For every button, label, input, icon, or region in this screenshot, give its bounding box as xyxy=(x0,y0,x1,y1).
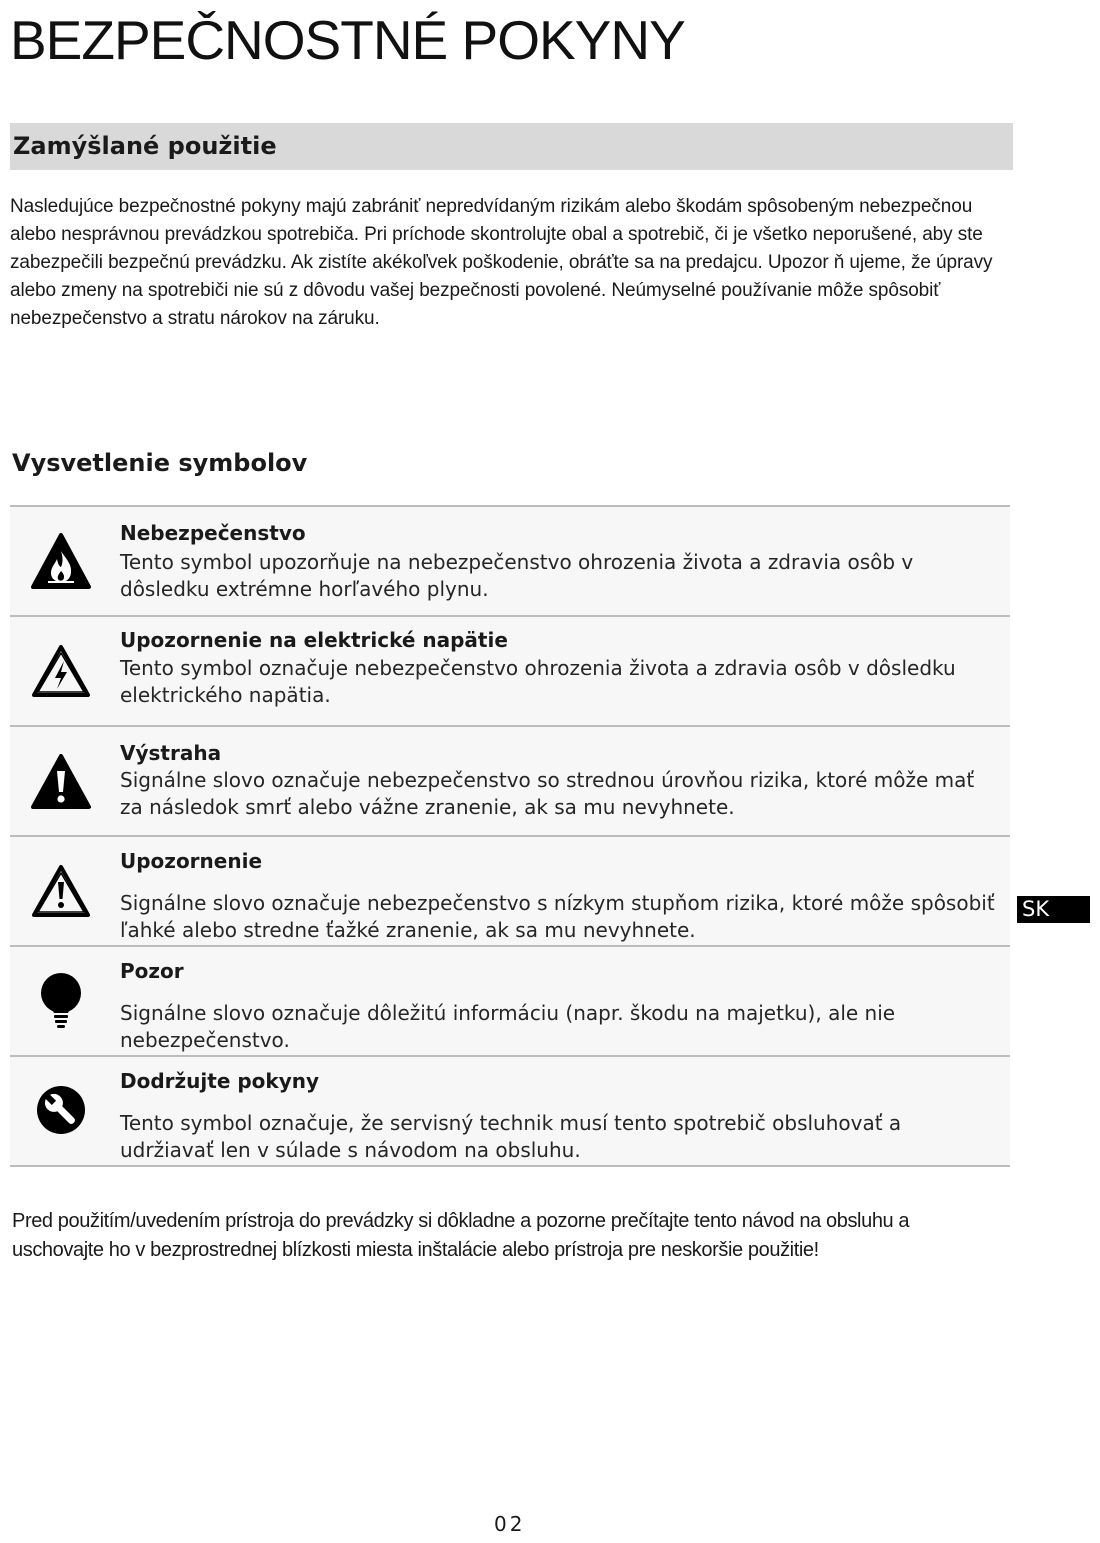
symbol-row-caution xyxy=(10,837,1010,947)
language-tab: SK xyxy=(1017,896,1090,923)
page-title: BEZPEČNOSTNÉ POKYNY xyxy=(10,9,685,71)
symbol-description: Signálne slovo označuje dôležitú informáciu (napr. škodu na majetku), ale nie nebezpečenstvo. xyxy=(120,1001,896,1052)
symbol-title: Upozornenie na elektrické napätie xyxy=(120,628,508,652)
footer-note: Pred použitím/uvedením prístroja do prevádzky si dôkladne a pozorne prečítajte tento návod na obsluhu a uschovajte ho v bezprostrednej blízkosti miesta inštalácie alebo prístroja pre neskoršie použitie! xyxy=(12,1210,910,1261)
symbol-description: Tento symbol označuje nebezpečenstvo ohrozenia života a zdravia osôb v dôsledku elektrického napätia. xyxy=(120,656,956,707)
symbols-heading: Vysvetlenie symbolov xyxy=(12,449,308,477)
flame-warning-icon xyxy=(30,531,92,593)
outline-warning-icon xyxy=(30,861,92,923)
symbol-description: Signálne slovo označuje nebezpečenstvo s nízkym stupňom rizika, ktoré môže spôsobiť ľahké alebo stredne ťažké zranenie, ak sa mu nevyhnete. xyxy=(120,891,995,942)
symbols-table xyxy=(10,505,1010,1167)
symbol-title: Pozor xyxy=(120,959,184,983)
lightbulb-icon xyxy=(30,969,92,1031)
symbol-description: Tento symbol upozorňuje na nebezpečenstvo ohrozenia života a zdravia osôb v dôsledku extrémne horľavého plynu. xyxy=(120,550,914,601)
wrench-icon xyxy=(30,1079,92,1141)
symbol-title: Upozornenie xyxy=(120,849,263,873)
symbol-title: Dodržujte pokyny xyxy=(120,1069,320,1093)
intended-use-heading: Zamýšlané použitie xyxy=(13,132,277,160)
symbol-title: Výstraha xyxy=(120,741,222,765)
intended-use-header xyxy=(10,123,1013,170)
filled-warning-icon xyxy=(30,751,92,813)
symbol-row-danger xyxy=(10,507,1010,617)
symbol-description: Tento symbol označuje, že servisný technik musí tento spotrebič obsluhovať a udržiavať len v súlade s návodom na obsluhu. xyxy=(120,1111,902,1162)
symbol-row-notice xyxy=(10,947,1010,1057)
electric-voltage-warning-icon xyxy=(30,641,92,703)
page-number: 02 xyxy=(494,1512,526,1536)
intended-use-paragraph: Nasledujúce bezpečnostné pokyny majú zabrániť nepredvídaným rizikám alebo škodám spôsobeným nebezpečnou alebo nesprávnou prevádzkou spotrebiča. Pri príchode skontrolujte obal a spotrebič, či je všetko neporušené, aby ste zabezpečili bezpečnú prevádzku. Ak zistíte akékoľvek poškodenie, obráťte sa na predajcu. Upozor ň ujeme, že úpravy alebo zmeny na spotrebiči nie sú z dôvodu vašej bezpečnosti povolené. Neúmyselné používanie môže spôsobiť nebezpečenstvo a stratu nárokov na záruku. xyxy=(10,196,993,329)
symbol-description: Signálne slovo označuje nebezpečenstvo so strednou úrovňou rizika, ktoré môže mať za následok smrť alebo vážne zranenie, ak sa mu nevyhnete. xyxy=(120,768,975,819)
symbol-row-voltage xyxy=(10,617,1010,727)
symbol-row-instructions xyxy=(10,1057,1010,1167)
symbol-title: Nebezpečenstvo xyxy=(120,521,306,545)
symbol-row-warning xyxy=(10,727,1010,837)
